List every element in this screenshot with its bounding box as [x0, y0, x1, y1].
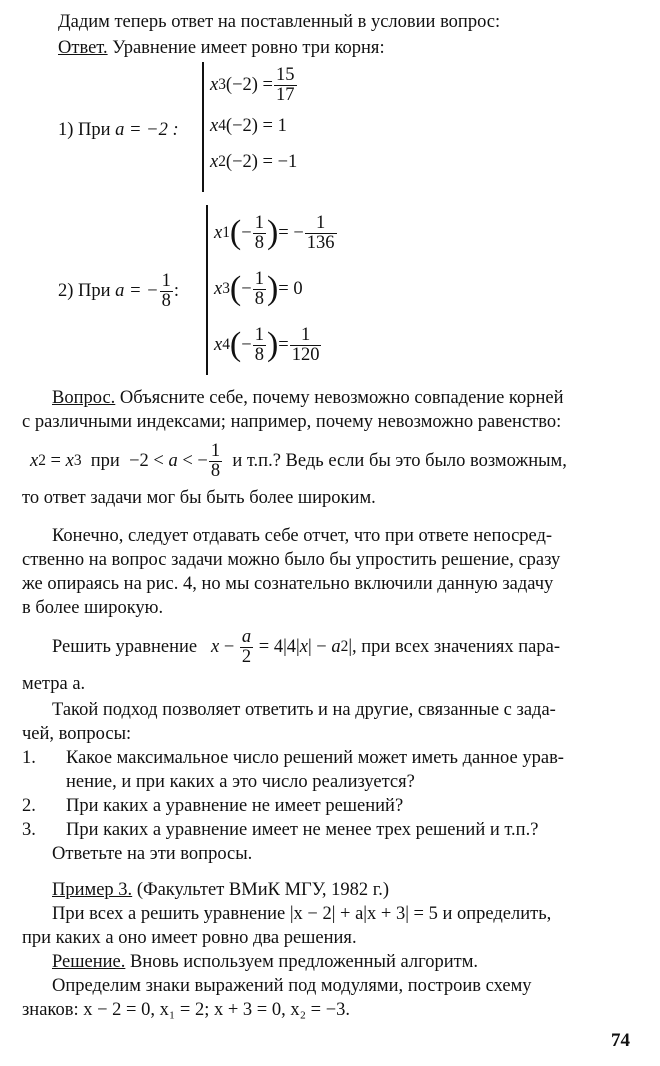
case2-row: x 4 ( − $\frac{1}{8}$ ) = $\frac{1}{120}$ — [214, 325, 320, 365]
case1-row — [210, 144, 298, 180]
case2-row3-frac — [290, 326, 322, 364]
question-frac — [209, 442, 222, 480]
question-frac-den: 8 — [210, 460, 221, 481]
case1-row1-den: 17 — [276, 84, 295, 105]
case2-row2-rhs: = 0 — [278, 278, 303, 299]
case2-system — [206, 205, 338, 375]
case1-row3-var: x — [210, 151, 219, 172]
list-item-text: Какое максимальное число решений может иметь данное урав- — [66, 748, 564, 768]
case2-cond-num: 1 — [161, 271, 171, 291]
case2-arg-den: 8 — [254, 232, 264, 253]
case2-row: x 3 ( − $\frac{1}{8}$ ) = 0 — [214, 269, 303, 309]
case2-arg-frac — [253, 214, 266, 252]
task-pre: Решить уравнение — [52, 637, 198, 657]
example-label: Пример 3. — [52, 880, 133, 900]
case1-row1-var: x — [210, 74, 219, 95]
case2-row1-num: 1 — [305, 214, 337, 234]
question-text1: Объясните себе, почему невозможно совпадение корней — [115, 388, 564, 408]
case1-row3-arg: (−2) = −1 — [225, 151, 298, 172]
question-frac-num: 1 — [210, 441, 221, 461]
list-num: 3. — [22, 820, 36, 840]
case2-row2-sub: 3 — [222, 280, 230, 297]
case2-row1-rhs: = − — [278, 222, 304, 243]
list-num: 1. — [22, 748, 36, 768]
case1-system — [202, 62, 298, 192]
intro-line: Дадим теперь ответ на поставленный в условии вопрос: — [58, 12, 501, 32]
list-num: 2. — [22, 796, 36, 816]
para2-line2: ственно на вопрос задачи можно было бы упростить решение, сразу — [22, 550, 561, 570]
case2-row3-den: 120 — [291, 344, 320, 365]
question-label: Вопрос. — [52, 388, 116, 408]
para2-line3: же опираясь на рис. 4, но мы сознательно включили данную задачу — [22, 574, 554, 594]
question-line2: с различными индексами; например, почему невозможно равенство: — [22, 412, 562, 432]
case2-row3-num: 1 — [290, 326, 322, 346]
answer-line — [58, 36, 660, 60]
case1-row1-num: 15 — [276, 65, 295, 85]
task-post: , при всех значениях пара- — [352, 637, 560, 657]
case2-arg-den: 8 — [254, 344, 264, 365]
example-line2: при каких a оно имеет ровно два решения. — [22, 928, 357, 948]
case1-label-line — [58, 115, 660, 142]
list-item-text: нение, и при каких a это число реализуется? — [66, 772, 415, 792]
case2-row3-sub: 4 — [222, 336, 230, 353]
case2-row1-sub: 1 — [222, 224, 230, 241]
question-line4: то ответ задачи мог бы быть более широким. — [22, 488, 376, 508]
solution-line2: знаков: x − 2 = 0, x₁ = 2; x + 3 = 0, x₂ = −3. — [22, 1000, 351, 1020]
case2-row3-var: x — [214, 334, 223, 355]
para3-line2: чей, вопросы: — [22, 724, 132, 744]
page-number: 74 — [611, 1030, 630, 1051]
case2-arg-den: 8 — [254, 288, 264, 309]
case2-row: x 1 ( − $\frac{1}{8}$ ) = − $\frac{1}{136}$ — [214, 213, 335, 253]
task-line: Решить уравнение x − $\frac{a}{2}$ = 4|4| x | − a 2 | , при всех значениях пара- — [52, 627, 560, 667]
case2-row1-den: 136 — [306, 232, 335, 253]
case1-row2-arg: (−2) = 1 — [225, 115, 287, 136]
case2-row1-var: x — [214, 222, 223, 243]
list-item-text: При каких a уравнение не имеет решений? — [66, 796, 404, 816]
case1-row1-sub: 3 — [218, 76, 226, 93]
task-frac: $\frac{a}{2}$ — [241, 627, 252, 667]
case2-row1-frac — [305, 214, 337, 252]
question-line3: x 2 = x 3 при −2 < a < − $\frac{1}{8}$ и т.п.? Ведь если бы это было возможным, — [30, 441, 567, 481]
case1-row2-var: x — [210, 115, 219, 136]
example-line1: При всех a решить уравнение |x − 2| + a|x + 3| = 5 и определить, — [52, 904, 552, 924]
list-item-text: При каких a уравнение имеет не менее трех решений и т.п.? — [66, 820, 539, 840]
case2-cond-den: 8 — [161, 290, 171, 311]
answer-text: Уравнение имеет ровно три корня: — [107, 38, 385, 58]
question-text3: и т.п.? Ведь если бы это было возможным, — [232, 451, 567, 471]
list-end: Ответьте на эти вопросы. — [52, 844, 253, 864]
case2-arg-frac — [253, 270, 266, 308]
solution-header — [52, 950, 660, 974]
case2-label-line: 2) При a = − $\frac{1}{8}$ : — [58, 271, 180, 311]
para2-line4: в более широкую. — [22, 598, 164, 618]
para2-line1: Конечно, следует отдавать себе отчет, что при ответе непосред- — [52, 526, 553, 546]
task-line2: метра a. — [22, 674, 86, 694]
case2-cond: a = − — [115, 281, 159, 301]
case1-row3-sub: 2 — [218, 153, 226, 170]
case2-label: 2) При — [58, 281, 111, 301]
case1-row1-arg: (−2) = — [225, 74, 273, 95]
solution-label: Решение. — [52, 952, 126, 972]
case1-row — [210, 108, 298, 144]
solution-line1: Определим знаки выражений под модулями, построив схему — [52, 976, 532, 996]
case1-label: 1) При — [58, 120, 111, 140]
question-line1 — [52, 386, 636, 410]
para3-line1: Такой подход позволяет ответить и на другие, связанные с зада- — [52, 700, 556, 720]
solution-tail: Вновь используем предложенный алгоритм. — [125, 952, 479, 972]
case2-arg-num: 1 — [254, 213, 264, 233]
case2-row3-rhs: = — [278, 334, 289, 355]
example-tail: (Факультет ВМиК МГУ, 1982 г.) — [132, 880, 389, 900]
answer-label: Ответ. — [58, 38, 108, 58]
case1-row — [210, 62, 298, 108]
case2-arg-frac — [253, 326, 266, 364]
case2-cond-frac — [160, 272, 173, 310]
case1-row2-sub: 4 — [218, 117, 226, 134]
case2-row2-var: x — [214, 278, 223, 299]
example-header — [52, 878, 660, 902]
case1-row1-frac — [274, 66, 297, 104]
case2-arg-num: 1 — [254, 325, 264, 345]
case2-arg-num: 1 — [254, 269, 264, 289]
case1-cond: a = −2 : — [115, 120, 179, 140]
